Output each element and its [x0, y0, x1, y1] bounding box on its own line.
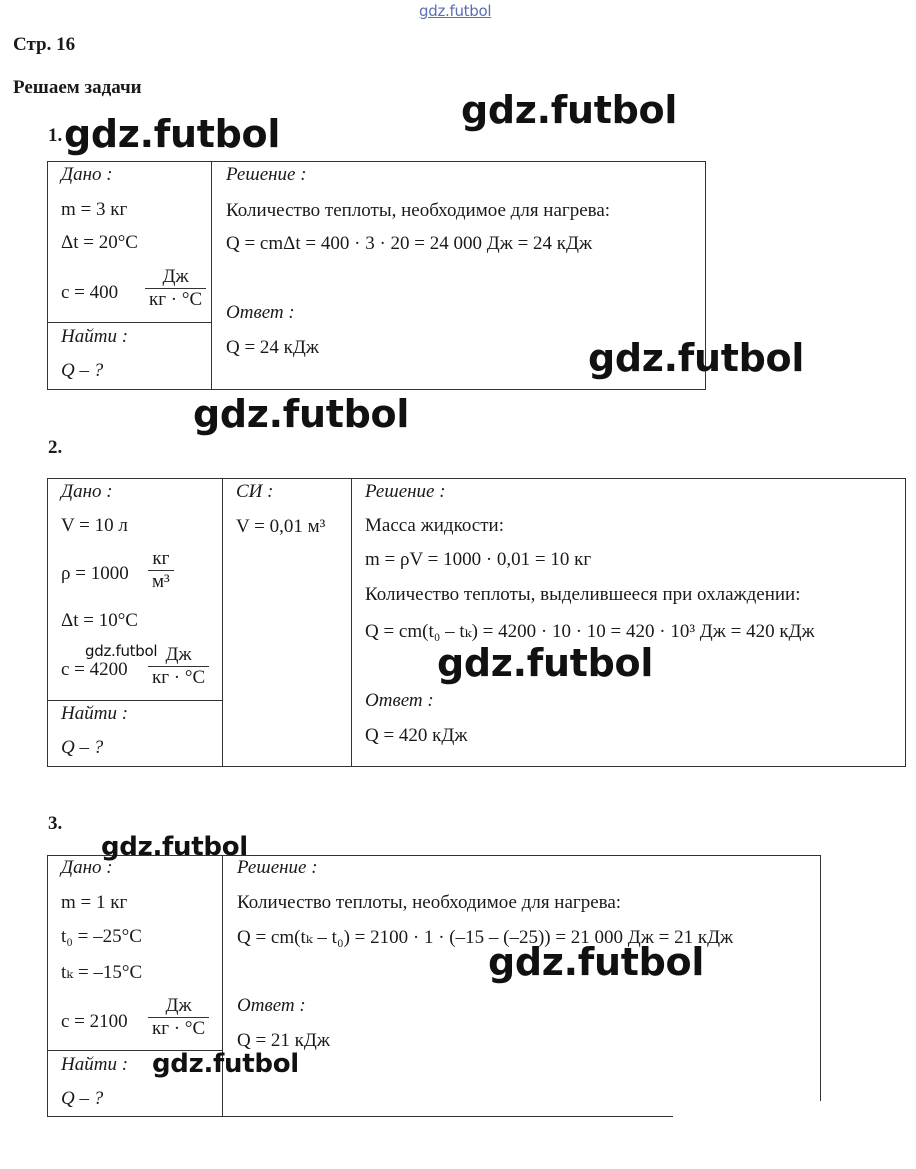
problem-2-divider-1: [222, 478, 223, 766]
problem-2-si-header: СИ :: [236, 481, 274, 502]
problem-1-given-dt: Δt = 20°C: [61, 232, 138, 253]
problem-3-solution-header: Решение :: [237, 857, 318, 878]
problem-1-c-unit: [145, 266, 206, 311]
problem-1-given-header: Дано :: [61, 164, 113, 185]
problem-2-solution-line-1: Масса жидкости:: [365, 515, 504, 536]
watermark-top: gdz.futbol: [419, 2, 492, 20]
problem-1-given-m: m = 3 кг: [61, 199, 128, 220]
problem-1-find-header: Найти :: [61, 326, 129, 347]
problem-2-answer-header: Ответ :: [365, 690, 434, 711]
problem-1-c-unit-num: Дж: [162, 266, 189, 287]
problem-1-c-unit-den: кг · °C: [145, 288, 206, 311]
problem-2-answer: Q = 420 кДж: [365, 725, 468, 746]
problem-3-bottom-border: [47, 1116, 673, 1117]
problem-2-find-header: Найти :: [61, 703, 129, 724]
problem-2-solution-line-3: Количество теплоты, выделившееся при охлаждении:: [365, 584, 801, 605]
problem-3-c-unit: [148, 995, 209, 1040]
problem-3-given-c: c = 2100: [61, 1011, 128, 1032]
problem-2-given-c: c = 4200: [61, 659, 128, 680]
problem-1-answer: Q = 24 кДж: [226, 337, 320, 358]
problem-1-divider: [211, 161, 212, 389]
problem-3-left-border: [47, 855, 48, 1117]
problem-2-find: Q – ?: [61, 737, 104, 758]
problem-2-rho-unit-den: м³: [148, 570, 174, 593]
problem-3-find-header: Найти :: [61, 1054, 129, 1075]
problem-2-find-divider: [47, 700, 223, 701]
problem-1-given-c: c = 400: [61, 282, 119, 303]
problem-3-solution-line-1: Количество теплоты, необходимое для нагрева:: [237, 892, 622, 913]
problem-2-given-v: V = 10 л: [61, 515, 128, 536]
problem-3-solution-line-2: Q = cm(tₖ – t₀) = 2100 · 1 · (–15 – (–25)) = 21 000 Дж = 21 кДж: [237, 927, 734, 948]
problem-2-solution-line-4: Q = cm(t₀ – tₖ) = 4200 · 10 · 10 = 420 · 10³ Дж = 420 кДж: [365, 621, 815, 642]
problem-1-find-divider: [47, 322, 212, 323]
page-label: Стр. 16: [13, 34, 76, 55]
problem-3-answer-header: Ответ :: [237, 995, 306, 1016]
problem-3-given-header: Дано :: [61, 857, 113, 878]
problem-2-given-header: Дано :: [61, 481, 113, 502]
problem-3-given-tk: tₖ = –15°C: [61, 962, 143, 983]
problem-1-find: Q – ?: [61, 360, 104, 381]
problem-3-right-border: [820, 855, 821, 1101]
problem-3-c-unit-num: Дж: [165, 995, 192, 1016]
watermark: gdz.futbol: [437, 641, 654, 685]
problem-2-si-value: V = 0,01 м³: [236, 516, 326, 537]
problem-3-answer: Q = 21 кДж: [237, 1030, 331, 1051]
watermark: gdz.futbol: [193, 392, 410, 436]
problem-2-given-rho: ρ = 1000: [61, 563, 129, 584]
problem-3-c-unit-den: кг · °C: [148, 1017, 209, 1040]
watermark: gdz.futbol: [461, 88, 678, 132]
watermark: gdz.futbol: [101, 832, 248, 862]
problem-1-answer-header: Ответ :: [226, 302, 295, 323]
problem-1-number: 1.: [48, 125, 63, 146]
watermark: gdz.futbol: [588, 336, 805, 380]
problem-3-find: Q – ?: [61, 1088, 104, 1109]
problem-2-given-dt: Δt = 10°C: [61, 610, 138, 631]
watermark: gdz.futbol: [152, 1049, 299, 1079]
problem-2-rho-unit-num: кг: [152, 548, 170, 569]
problem-2-solution-line-2: m = ρV = 1000 · 0,01 = 10 кг: [365, 549, 592, 570]
problem-3-given-t0: t₀ = –25°C: [61, 926, 142, 947]
problem-2-c-unit-den: кг · °C: [148, 666, 209, 689]
problem-3-number: 3.: [48, 813, 63, 834]
problem-2-c-unit-num: Дж: [165, 644, 192, 665]
problem-1-solution-line-2: Q = cmΔt = 400 · 3 · 20 = 24 000 Дж = 24 кДж: [226, 233, 593, 254]
problem-2-number: 2.: [48, 437, 63, 458]
problem-1-solution-line-1: Количество теплоты, необходимое для нагрева:: [226, 200, 611, 221]
problem-3-given-m: m = 1 кг: [61, 892, 128, 913]
watermark: gdz.futbol: [488, 940, 705, 984]
problem-2-solution-header: Решение :: [365, 481, 446, 502]
problem-1-solution-header: Решение :: [226, 164, 307, 185]
problem-2-rho-unit: [148, 548, 174, 593]
problem-2-divider-2: [351, 478, 352, 766]
watermark: gdz.futbol: [85, 642, 158, 660]
section-title: Решаем задачи: [13, 77, 142, 98]
watermark: gdz.futbol: [64, 112, 281, 156]
